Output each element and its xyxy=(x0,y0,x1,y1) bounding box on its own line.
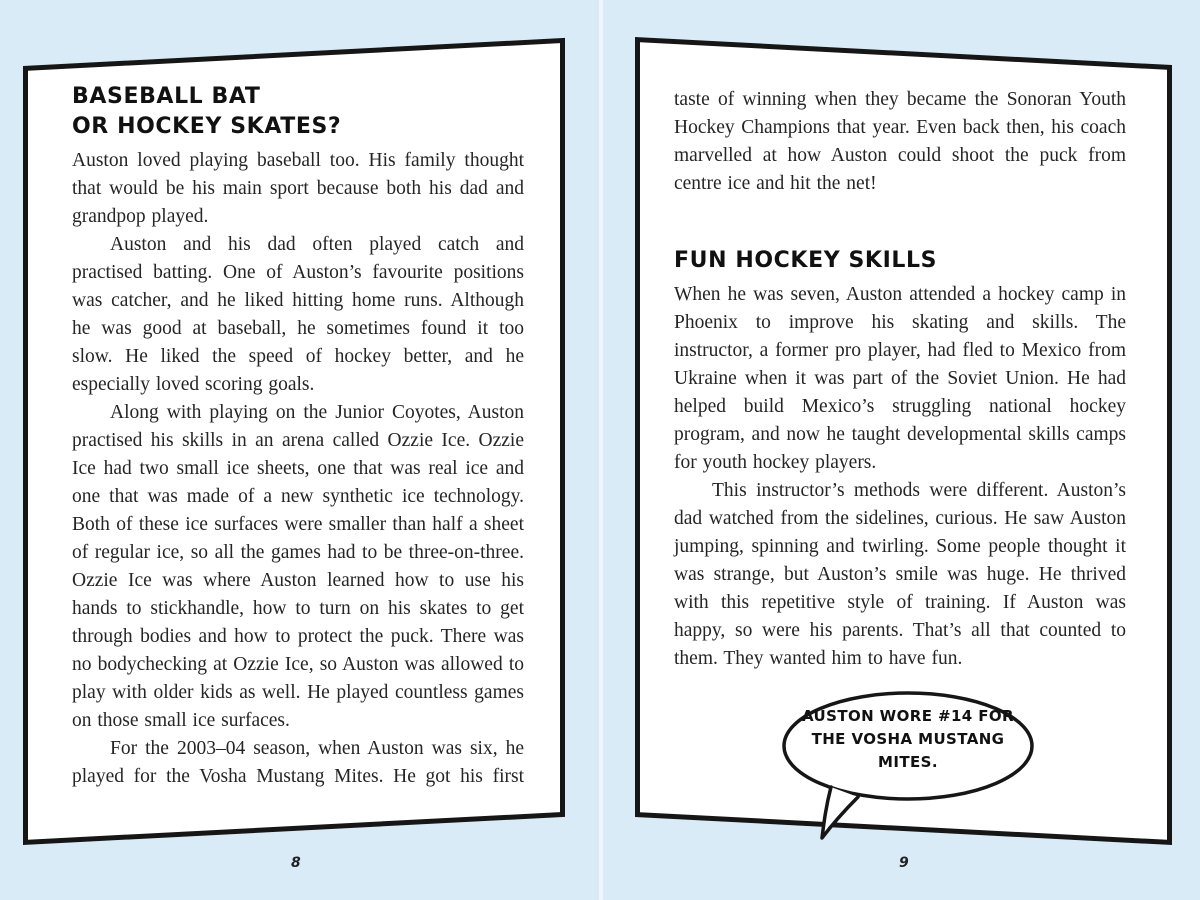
page-number-left: 8 xyxy=(291,855,301,871)
paragraph: When he was seven, Auston attended a hockey camp in Phoenix to improve his skating and skills. The instructor, a former pro player, had fled to Mexico from Ukraine when it was part of the Soviet Union. He had helped build Mexico’s struggling national hockey program, and now he taught developmental skills camps for youth hockey players. xyxy=(674,284,1126,473)
paragraph: taste of winning when they became the Sonoran Youth Hockey Champions that year. Even back then, his coach marvelled at how Auston could shoot the puck from centre ice and hit the net! xyxy=(674,89,1126,194)
right-page-content xyxy=(674,86,1126,673)
speech-bubble-text: AUSTON WORE #14 FOR THE VOSHA MUSTANG MITES. xyxy=(801,707,1015,771)
left-page-heading xyxy=(72,82,524,142)
paragraph: This instructor’s methods were different. Auston’s dad watched from the sidelines, curious. He saw Auston jumping, spinning and twirling. Some people thought it was strange, but Auston’s smile was huge. He thrived with this repetitive style of training. If Auston was happy, so were his parents. That’s all that counted to them. They wanted him to have fun. xyxy=(674,480,1126,669)
paragraph: Auston and his dad often played catch and practised batting. One of Auston’s favourite positions was catcher, and he liked hitting home runs. Although he was good at baseball, he sometimes found it too slow. He liked the speed of hockey better, and he especially loved scoring goals. xyxy=(72,234,524,395)
paragraph: Auston loved playing baseball too. His family thought that would be his main sport because both his dad and grandpop played. xyxy=(72,150,524,227)
heading-line-2: OR HOCKEY SKATES? xyxy=(72,114,342,139)
paragraph: Along with playing on the Junior Coyotes, Auston practised his skills in an arena called Ozzie Ice. Ozzie Ice had two small ice sheets, one that was real ice and one that was made of a new synthetic ice technology. Both of these ice surfaces were smaller than half a sheet of regular ice, so all the games had to be three-on-three. Ozzie Ice was where Auston learned how to use his hands to stickhandle, how to turn on his skates to get through bodies and how to protect the puck. There was no bodychecking at Ozzie Ice, so Auston was allowed to play with older kids as well. He played countless games on those small ice surfaces. xyxy=(72,402,524,731)
left-page-content xyxy=(72,82,524,791)
paragraph: For the 2003–04 season, when Auston was six, he played for the Vosha Mustang Mites. He got his first xyxy=(72,738,524,787)
book-gutter-line xyxy=(599,0,603,900)
right-page-heading: FUN HOCKEY SKILLS xyxy=(674,248,938,273)
page-number-right: 9 xyxy=(899,855,909,871)
heading-line-1: BASEBALL BAT xyxy=(72,84,261,109)
